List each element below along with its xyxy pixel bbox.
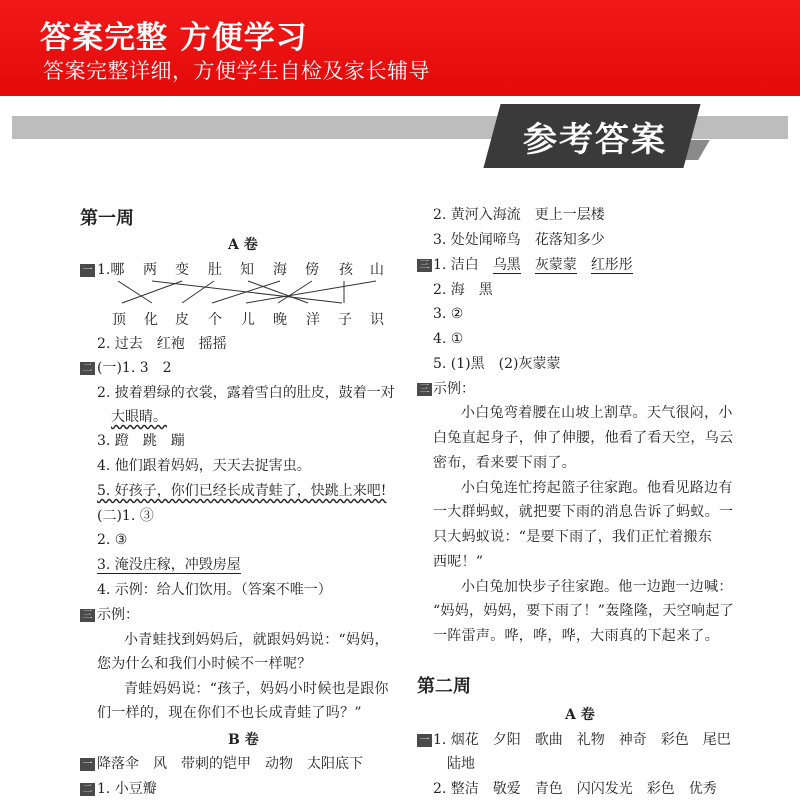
mark-one-w2: 一 — [417, 734, 432, 747]
w1-q2-b3 — [97, 556, 241, 574]
mark-two: 二 — [80, 362, 95, 375]
w1-q1-2: 2. 过去 红袍 摇摇 — [97, 336, 227, 352]
w1-q2-2b-text: 大眼睛。 — [111, 409, 167, 425]
banner-title: 答案完整 方便学习 — [40, 20, 308, 56]
right-column — [400, 196, 800, 800]
mark-one-b: 一 — [80, 758, 95, 771]
match-bottom-1: 化 — [144, 312, 158, 328]
w1-q3-line-1: 小青蛙找到妈妈后，就跟妈妈说：“妈妈， — [124, 632, 389, 648]
r-q3-4: 4. ① — [433, 331, 464, 347]
match-top-6: 傍 — [305, 262, 319, 278]
story-line-6: 只大蚂蚁说：“是要下雨了，我们正忙着搬东 — [433, 529, 713, 545]
r-q3-1-b: 乌黑 — [492, 257, 521, 273]
week2-title: 第二周 — [417, 676, 471, 697]
w2-q1-b: 陆地 — [447, 756, 475, 772]
match-bottom-5: 晚 — [273, 312, 287, 328]
r-q3-1-c: 灰蒙蒙 — [534, 257, 577, 273]
left-column — [0, 196, 400, 800]
r-q-2: 2. 黄河入海流 更上一层楼 — [433, 207, 605, 223]
week1-title: 第一周 — [80, 208, 134, 229]
story-line-4: 小白兔连忙挎起篮子往家跑。他看见路边有 — [461, 480, 733, 496]
mark-four-r: 三 — [417, 383, 432, 396]
w1-q2-b2: 2. ③ — [97, 532, 128, 548]
w1-q2-5-text: 5. 好孩子，你们已经长成青蛙了，快跳上来吧! — [97, 483, 387, 499]
w1-q3-label: 示例： — [97, 607, 139, 623]
story-line-7: 西呢！” — [433, 554, 484, 570]
match-top-1: 两 — [143, 262, 157, 278]
match-bottom-row — [112, 311, 384, 329]
mark-two-b: 二 — [80, 783, 95, 796]
match-bottom-8: 识 — [370, 312, 384, 328]
match-bottom-7: 子 — [338, 312, 352, 328]
match-top-5: 海 — [273, 262, 287, 278]
mark-three-r: 三 — [417, 259, 432, 272]
w1-q2-b3-text: 3. 淹没庄稼，冲毁房屋 — [97, 557, 241, 573]
match-top-3: 肚 — [208, 262, 222, 278]
match-top-2: 变 — [175, 262, 189, 278]
w1-q3-line-4: 们一样的，现在你们不也长成青蛙了吗？” — [97, 705, 362, 721]
r-q3-3: 3. ② — [433, 306, 464, 322]
match-bottom-0: 顶 — [112, 312, 126, 328]
story-line-2: 白兔直起身子，伸了伸腰，他看了看天空，乌云 — [433, 430, 734, 446]
r-q3-2: 2. 海 黑 — [433, 282, 493, 298]
banner-subtitle: 答案完整详细，方便学生自检及家长辅导 — [43, 59, 430, 83]
r-q3-1-label: 1. 洁白 — [433, 257, 479, 273]
r-q4-label: 示例： — [433, 381, 475, 397]
w1-q2-3: 3. 蹬 跳 蹦 — [97, 433, 185, 449]
match-bottom-2: 皮 — [175, 312, 189, 328]
w1-q2-2b — [111, 408, 167, 426]
r-q3-5: 5. (1)黑 (2)灰蒙蒙 — [433, 356, 561, 372]
w1-q2-2a: 2. 披着碧绿的衣裳，露着雪白的肚皮，鼓着一对 — [97, 385, 395, 401]
mark-three: 三 — [80, 609, 95, 622]
w2-q1-a: 1. 烟花 夕阳 歌曲 礼物 神奇 彩色 尾巴 — [433, 732, 731, 748]
match-bottom-3: 个 — [208, 312, 222, 328]
story-line-10: 一阵雷声。哗，哗，哗，大雨真的下起来了。 — [433, 628, 719, 644]
story-line-1: 小白兔弯着腰在山坡上割草。天气很闷，小 — [461, 405, 733, 421]
week1-b-title: B 卷 — [228, 732, 259, 748]
match-top-7: 孩 — [339, 262, 353, 278]
match-top-4: 知 — [240, 262, 254, 278]
r-q3-1 — [433, 256, 633, 274]
w1-q3-line-3: 青蛙妈妈说：“孩子，妈妈小时候也是跟你 — [124, 681, 389, 697]
week2-a-title: A 卷 — [565, 707, 595, 723]
w1-q2-1: (一)1. 3 2 — [97, 360, 172, 376]
section-label: 参考答案 — [523, 120, 667, 160]
r-q3-1-d: 红彤彤 — [590, 257, 633, 273]
w1-b-q2: 1. 小豆瓣 — [97, 781, 157, 797]
w1-q2-4: 4. 他们跟着妈妈，天天去捉害虫。 — [97, 458, 311, 474]
r-q-3: 3. 处处闻啼鸟 花落知多少 — [433, 232, 605, 248]
story-line-3: 密布，看来要下雨了。 — [433, 455, 576, 471]
week1-a-title: A 卷 — [228, 237, 258, 253]
match-top-8: 山 — [370, 262, 384, 278]
w1-q3-line-2: 您为什么和我们小时候不一样呢？ — [97, 656, 312, 672]
w1-q2-b4: 4. 示例：给人们饮用。（答案不唯一） — [97, 582, 332, 598]
match-top-0: 1.哪 — [97, 262, 125, 278]
w2-q1-c: 2. 整洁 敬爱 青色 闪闪发光 彩色 优秀 — [433, 781, 717, 797]
story-line-8: 小白兔加快步子往家跑。他一边跑一边喊： — [461, 579, 733, 595]
w1-q2-5 — [97, 482, 386, 500]
match-bottom-4: 儿 — [241, 312, 255, 328]
match-bottom-6: 洋 — [306, 312, 320, 328]
w1-q2-b1: (二)1. ③ — [97, 508, 154, 524]
story-line-5: 一大群蚂蚁，就把要下雨的消息告诉了蚂蚁。一 — [433, 504, 734, 520]
mark-one: 一 — [80, 264, 95, 277]
header-banner — [0, 0, 800, 96]
w1-b-q1: 降落伞 风 带刺的铠甲 动物 太阳底下 — [97, 756, 363, 772]
story-line-9: “妈妈，妈妈，要下雨了！”轰隆隆，天空响起了 — [433, 603, 734, 619]
